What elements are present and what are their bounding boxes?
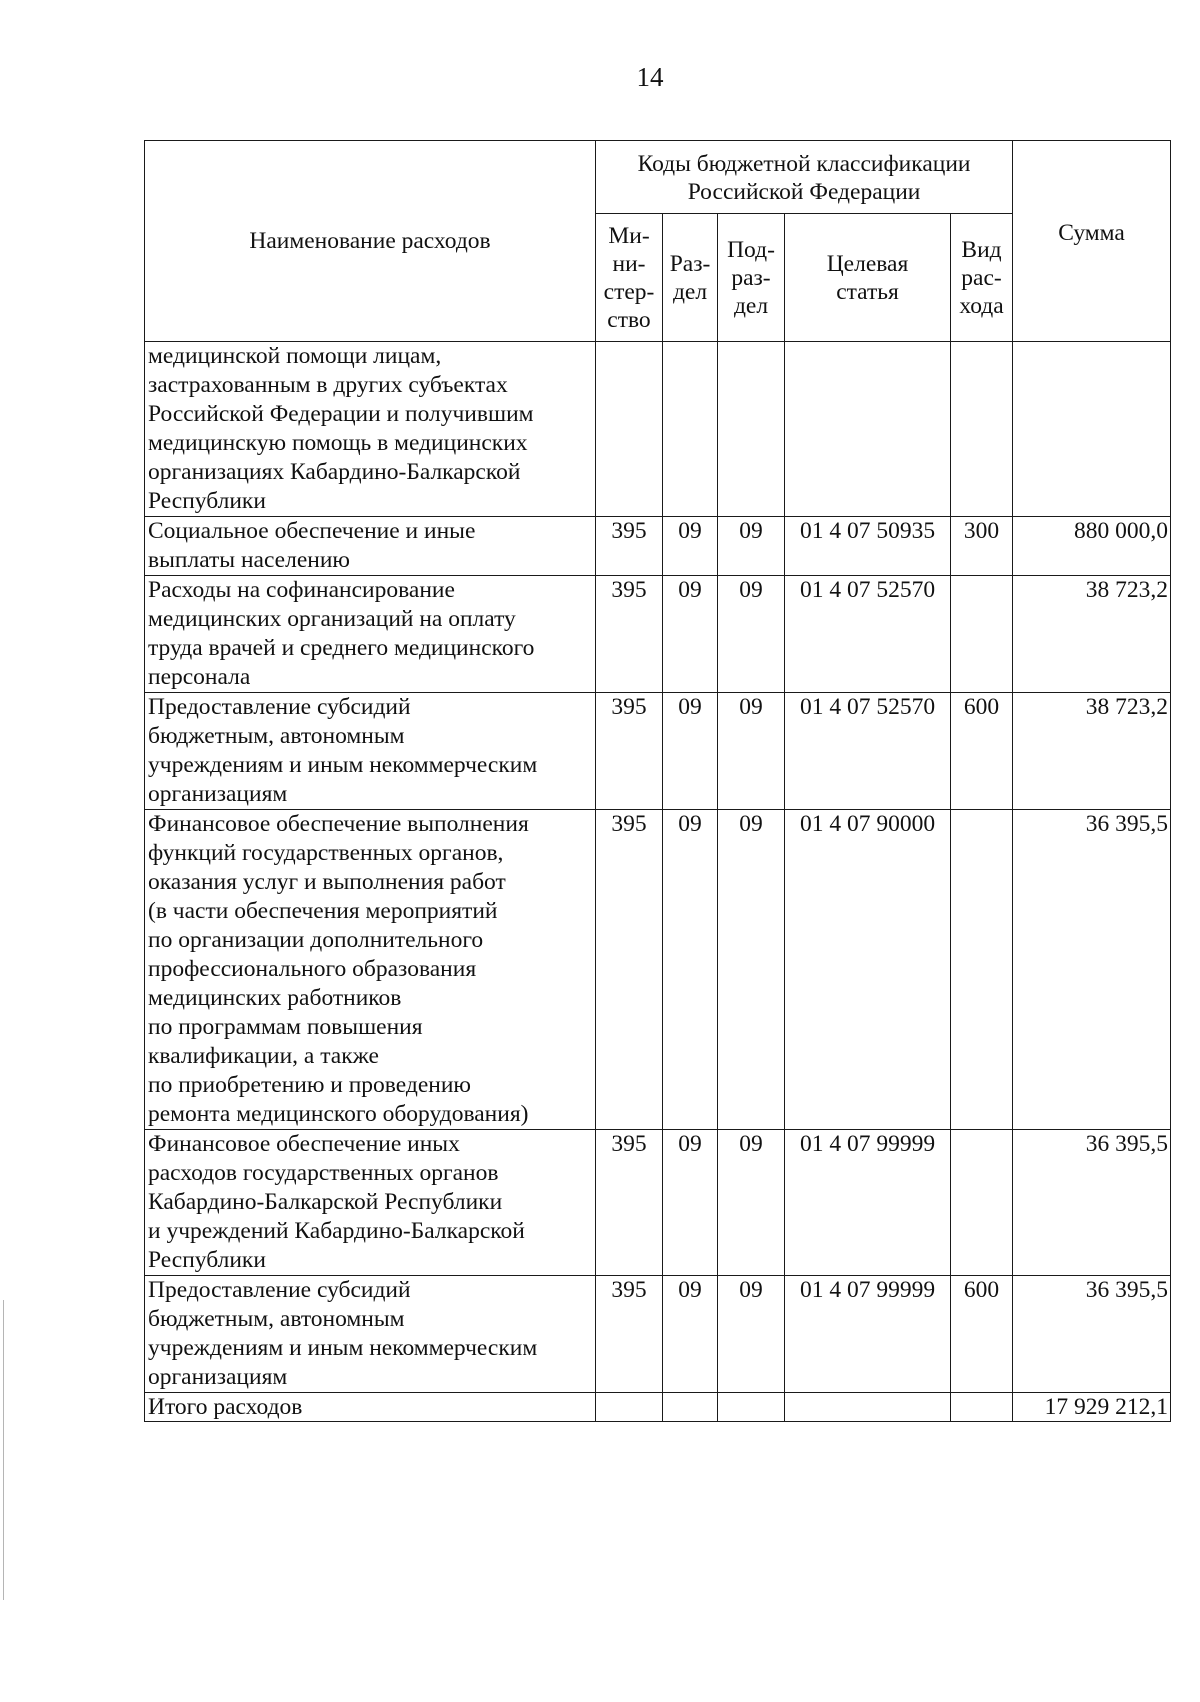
row-name: медицинской помощи лицам, застрахованным в других субъектах Российской Федерации и получившим медицинскую помощь в медицинских организациях Кабардино-Балкарской Республики bbox=[145, 342, 596, 517]
row-ministry: 395 bbox=[596, 1276, 663, 1393]
row-ministry: 395 bbox=[596, 517, 663, 576]
row-article: 01 4 07 52570 bbox=[785, 576, 951, 693]
row-name: Предоставление субсидий бюджетным, автономным учреждениям и иным некоммерческим организациям bbox=[145, 1276, 596, 1393]
table-row bbox=[145, 517, 1171, 576]
row-section: 09 bbox=[663, 517, 718, 576]
row-amount bbox=[1013, 342, 1171, 517]
row-expense-type bbox=[951, 1130, 1013, 1276]
row-name: Предоставление субсидий бюджетным, автономным учреждениям и иным некоммерческим организациям bbox=[145, 693, 596, 810]
table-row bbox=[145, 576, 1171, 693]
row-amount: 36 395,5 bbox=[1013, 1276, 1171, 1393]
total-empty-cell bbox=[663, 1393, 718, 1422]
total-row bbox=[145, 1393, 1171, 1422]
total-label: Итого расходов bbox=[145, 1393, 596, 1422]
row-article bbox=[785, 342, 951, 517]
header-codes-group: Коды бюджетной классификации Российской Федерации bbox=[596, 141, 1013, 214]
row-expense-type: 300 bbox=[951, 517, 1013, 576]
table-row bbox=[145, 810, 1171, 1130]
header-name-label: Наименование расходов bbox=[249, 228, 491, 254]
row-article: 01 4 07 90000 bbox=[785, 810, 951, 1130]
row-article: 01 4 07 99999 bbox=[785, 1276, 951, 1393]
total-empty-cell bbox=[785, 1393, 951, 1422]
header-section: Раз- дел bbox=[663, 214, 718, 342]
row-expense-type: 600 bbox=[951, 693, 1013, 810]
row-subsection: 09 bbox=[718, 517, 785, 576]
header-amount: Сумма bbox=[1013, 141, 1171, 342]
total-empty-cell bbox=[596, 1393, 663, 1422]
header-name-col bbox=[145, 141, 596, 342]
row-name: Финансовое обеспечение иных расходов государственных органов Кабардино-Балкарской Республики и учреждений Кабардино-Балкарской Республики bbox=[145, 1130, 596, 1276]
row-section bbox=[663, 342, 718, 517]
header-ministry: Ми- ни- стер- ство bbox=[596, 214, 663, 342]
row-ministry bbox=[596, 342, 663, 517]
row-section: 09 bbox=[663, 693, 718, 810]
scan-edge-line bbox=[3, 1300, 4, 1600]
row-name: Социальное обеспечение и иные выплаты населению bbox=[145, 517, 596, 576]
page-number: 14 bbox=[636, 62, 664, 92]
row-ministry: 395 bbox=[596, 1130, 663, 1276]
row-subsection bbox=[718, 342, 785, 517]
row-expense-type bbox=[951, 576, 1013, 693]
row-subsection: 09 bbox=[718, 810, 785, 1130]
header-expense-type: Вид рас- хода bbox=[951, 214, 1013, 342]
header-subsection: Под- раз- дел bbox=[718, 214, 785, 342]
row-amount: 36 395,5 bbox=[1013, 810, 1171, 1130]
row-section: 09 bbox=[663, 576, 718, 693]
row-ministry: 395 bbox=[596, 810, 663, 1130]
row-section: 09 bbox=[663, 810, 718, 1130]
row-subsection: 09 bbox=[718, 1130, 785, 1276]
row-article: 01 4 07 50935 bbox=[785, 517, 951, 576]
row-amount: 880 000,0 bbox=[1013, 517, 1171, 576]
row-article: 01 4 07 99999 bbox=[785, 1130, 951, 1276]
total-empty-cell bbox=[951, 1393, 1013, 1422]
row-ministry: 395 bbox=[596, 693, 663, 810]
header-target-article: Целевая статья bbox=[785, 214, 951, 342]
total-amount: 17 929 212,1 bbox=[1013, 1393, 1171, 1422]
row-section: 09 bbox=[663, 1130, 718, 1276]
row-name: Расходы на софинансирование медицинских организаций на оплату труда врачей и среднего медицинского персонала bbox=[145, 576, 596, 693]
row-expense-type bbox=[951, 342, 1013, 517]
header-row-top bbox=[145, 141, 1171, 214]
table-row bbox=[145, 1276, 1171, 1393]
table-row bbox=[145, 342, 1171, 517]
row-expense-type bbox=[951, 810, 1013, 1130]
row-article: 01 4 07 52570 bbox=[785, 693, 951, 810]
row-ministry: 395 bbox=[596, 576, 663, 693]
table-row bbox=[145, 693, 1171, 810]
row-subsection: 09 bbox=[718, 693, 785, 810]
row-subsection: 09 bbox=[718, 1276, 785, 1393]
row-amount: 38 723,2 bbox=[1013, 693, 1171, 810]
row-amount: 38 723,2 bbox=[1013, 576, 1171, 693]
row-name: Финансовое обеспечение выполнения функций государственных органов, оказания услуг и выполнения работ (в части обеспечения мероприятий по организации дополнительного профессионального образования медицинских работников по программам повышения квалификации, а также по приобретению и проведению ремонта медицинского оборудования) bbox=[145, 810, 596, 1130]
row-subsection: 09 bbox=[718, 576, 785, 693]
total-empty-cell bbox=[718, 1393, 785, 1422]
table-row bbox=[145, 1130, 1171, 1276]
expenses-table bbox=[144, 140, 1171, 1422]
row-expense-type: 600 bbox=[951, 1276, 1013, 1393]
row-section: 09 bbox=[663, 1276, 718, 1393]
row-amount: 36 395,5 bbox=[1013, 1130, 1171, 1276]
